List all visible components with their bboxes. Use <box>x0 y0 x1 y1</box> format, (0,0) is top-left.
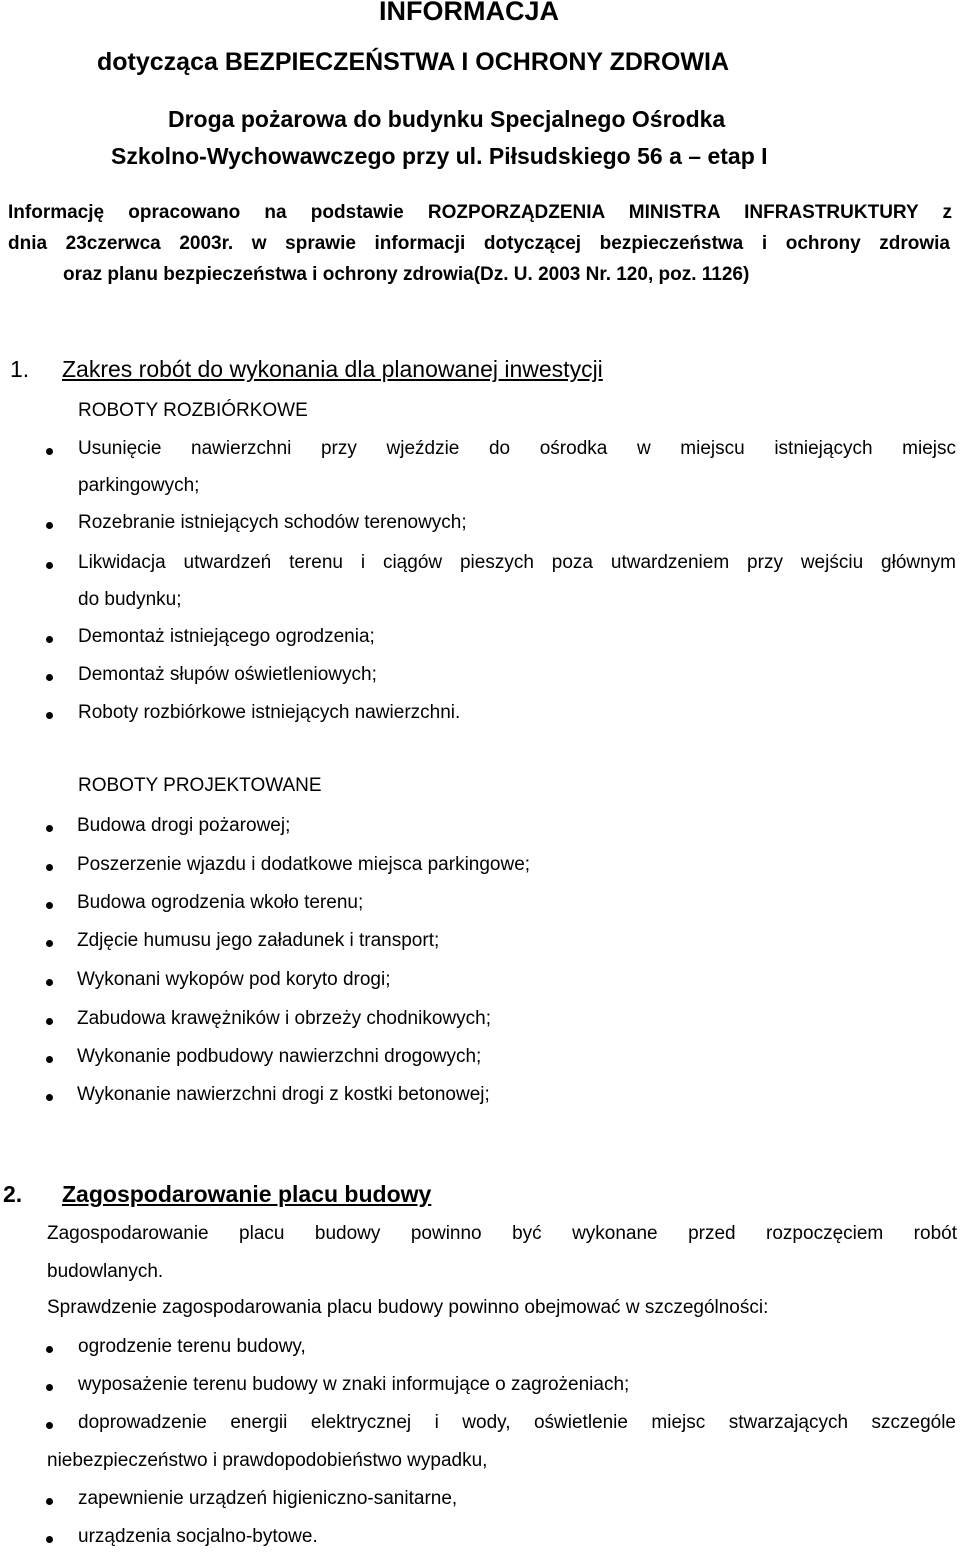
basis-line-1: Informację opracowano na podstawie ROZPORZĄDZENIA MINISTRA INFRASTRUKTURY z <box>8 202 952 223</box>
bullet-icon <box>46 1018 53 1025</box>
document-subtitle-2: Szkolno-Wychowawczego przy ul. Piłsudskiego 56 a – etap I <box>111 143 768 169</box>
bullet-icon <box>46 1094 53 1101</box>
designed-item-8: Wykonanie nawierzchni drogi z kostki betonowej; <box>77 1084 490 1105</box>
designed-item-1: Budowa drogi pożarowej; <box>77 815 291 836</box>
bullet-icon <box>46 825 53 832</box>
bullet-icon <box>46 864 53 871</box>
demolition-item-3: Likwidacja utwardzeń terenu i ciągów pieszych poza utwardzeniem przy wejściu głównym <box>78 552 956 573</box>
section-2-number: 2. <box>3 1181 23 1207</box>
demolition-item-5: Demontaż słupów oświetleniowych; <box>78 664 377 685</box>
designed-item-3: Budowa ogrodzenia wkoło terenu; <box>77 892 364 913</box>
designed-item-2: Poszerzenie wjazdu i dodatkowe miejsca parkingowe; <box>77 854 531 875</box>
demolition-item-6: Roboty rozbiórkowe istniejących nawierzchni. <box>78 702 461 723</box>
section-2-paragraph-2: Sprawdzenie zagospodarowania placu budowy powinno obejmować w szczególności: <box>47 1297 769 1318</box>
demolition-item-4: Demontaż istniejącego ogrodzenia; <box>78 626 375 647</box>
site-item-5: urządzenia socjalno-bytowe. <box>78 1526 318 1547</box>
bullet-icon <box>46 636 53 643</box>
section-1-heading: Zakres robót do wykonania dla planowanej inwestycji <box>62 356 603 382</box>
section-2-paragraph-1-cont: budowlanych. <box>47 1261 164 1282</box>
demolition-heading: ROBOTY ROZBIÓRKOWE <box>78 400 308 421</box>
section-1-number: 1. <box>10 356 30 382</box>
bullet-icon <box>46 1384 53 1391</box>
bullet-icon <box>46 522 53 529</box>
site-item-4: zapewnienie urządzeń higieniczno-sanitarne, <box>78 1488 458 1509</box>
basis-line-3: oraz planu bezpieczeństwa i ochrony zdrowia(Dz. U. 2003 Nr. 120, poz. 1126) <box>63 264 750 285</box>
designed-item-6: Zabudowa krawężników i obrzeży chodnikowych; <box>77 1008 491 1029</box>
bullet-icon <box>46 902 53 909</box>
section-2-paragraph-1: Zagospodarowanie placu budowy powinno być wykonane przed rozpoczęciem robót <box>47 1223 957 1244</box>
bullet-icon <box>46 1346 53 1353</box>
document-title-line2: dotycząca BEZPIECZEŃSTWA I OCHRONY ZDROWIA <box>97 48 730 76</box>
designed-item-7: Wykonanie podbudowy nawierzchni drogowych; <box>77 1046 482 1067</box>
site-item-1: ogrodzenie terenu budowy, <box>78 1336 306 1357</box>
section-2-heading: Zagospodarowanie placu budowy <box>62 1181 432 1207</box>
bullet-icon <box>46 562 53 569</box>
document-subtitle-1: Droga pożarowa do budynku Specjalnego Ośrodka <box>168 106 726 132</box>
bullet-icon <box>46 1422 53 1429</box>
bullet-icon <box>46 712 53 719</box>
bullet-icon <box>46 674 53 681</box>
bullet-icon <box>46 1536 53 1543</box>
document-title: INFORMACJA <box>379 0 559 26</box>
bullet-icon <box>46 1498 53 1505</box>
designed-item-4: Zdjęcie humusu jego załadunek i transport; <box>77 930 440 951</box>
bullet-icon <box>46 940 53 947</box>
demolition-item-3-cont: do budynku; <box>78 589 182 610</box>
site-item-3-cont: niebezpieczeństwo i prawdopodobieństwo wypadku, <box>47 1450 488 1471</box>
demolition-item-1: Usunięcie nawierzchni przy wjeździe do ośrodka w miejscu istniejących miejsc <box>78 438 956 459</box>
demolition-item-1-cont: parkingowych; <box>78 475 200 496</box>
bullet-icon <box>46 448 53 455</box>
demolition-item-2: Rozebranie istniejących schodów terenowych; <box>78 512 467 533</box>
site-item-2: wyposażenie terenu budowy w znaki informujące o zagrożeniach; <box>78 1374 630 1395</box>
bullet-icon <box>46 979 53 986</box>
designed-heading: ROBOTY PROJEKTOWANE <box>78 775 322 796</box>
basis-line-2: dnia 23czerwca 2003r. w sprawie informacji dotyczącej bezpieczeństwa i ochrony zdrowia <box>8 233 950 254</box>
site-item-3: doprowadzenie energii elektrycznej i wody, oświetlenie miejsc stwarzających szczególe <box>78 1412 956 1433</box>
designed-item-5: Wykonani wykopów pod koryto drogi; <box>77 969 391 990</box>
bullet-icon <box>46 1056 53 1063</box>
